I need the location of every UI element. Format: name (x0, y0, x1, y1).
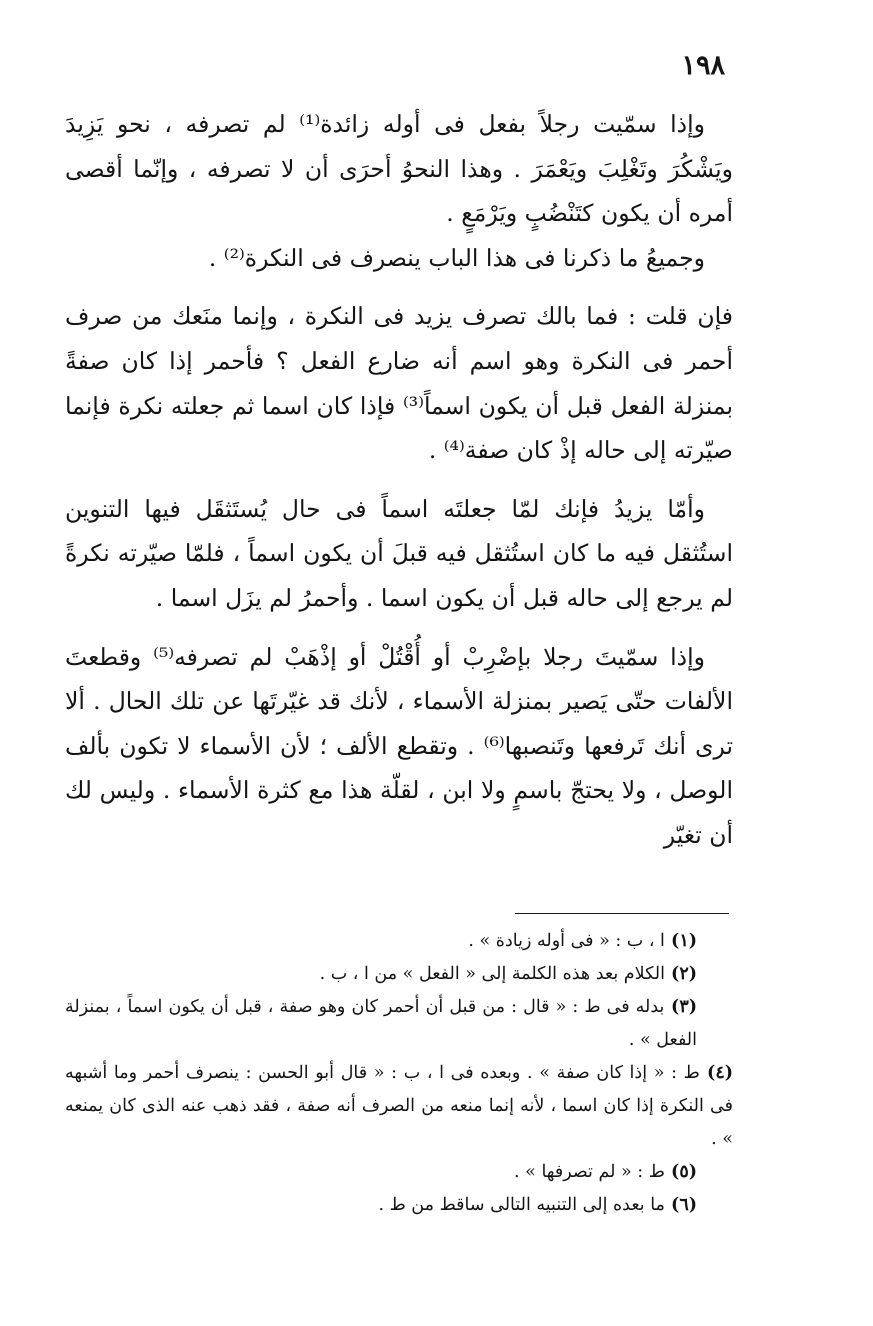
page-number: ١٩٨ (681, 50, 725, 81)
footnote-4 (65, 1057, 733, 1156)
paragraph-5: وإذا سمّيتَ رجلا بإضْرِبْ أو أُقْتُلْ أو إذْهَبْ لم تصرفه⁽⁵⁾ وقطعتَ الألفات حتّى يَصير بمنزلة الأسماء ، لأنك قد غيّرتَها عن تلك الحال . ألا ترى أنك تَرفعها وتَنصبها⁽⁶⁾ . وتقطع الألف ؛ لأن الأسماء لا تكون بألف الوصل ، ولا يحتجّ باسمٍ ولا ابن ، لقلّة هذا مع كثرة الأسماء . وليس لك أن تغيّر (65, 642, 733, 849)
main-text (65, 102, 733, 858)
footnote-number: (٢) (671, 964, 697, 984)
paragraph-3: فإن قلت : فما بالك تصرف يزيد فى النكرة ، وإنما منَعك من صرف أحمر فى النكرة وهو اسم أنه ضارع الفعل ؟ فأحمر إذا كان صفةً بمنزلة الفعل قبل أن يكون اسماً⁽³⁾ فإذا كان اسما ثم جعلته نكرة فإنما صيّرته إلى حاله إذْ كان صفة⁽⁴⁾ . (65, 302, 733, 465)
footnote-6 (65, 1189, 733, 1222)
footnote-number: (١) (671, 931, 697, 951)
footnote-divider (515, 913, 729, 914)
footnote-number: (٣) (671, 997, 697, 1017)
footnote-text: الكلام بعد هذه الكلمة إلى « الفعل » من ا ، ب . (319, 964, 665, 984)
footnote-text: ا ، ب : « فى أوله زيادة » . (468, 931, 665, 951)
paragraph-1: وإذا سمّيت رجلاً بفعل فى أوله زائدة⁽¹⁾ لم تصرفه ، نحو يَزِيدَ ويَشْكُرَ وتَغْلِبَ ويَعْمَرَ . وهذا النحوُ أحرَى أن لا تصرفه ، وإنّما أقصى أمره أن يكون كتَنْضُبٍ ويَرْمَعٍ . (65, 110, 733, 228)
footnote-3 (65, 991, 733, 1057)
footnote-text: ما بعده إلى التنبيه التالى ساقط من ط . (378, 1195, 665, 1215)
footnote-2 (65, 958, 733, 991)
footnote-5 (65, 1156, 733, 1189)
footnote-text: بدله فى ط : « قال : من قبل أن أحمر كان وهو صفة ، قبل أن يكون اسماً ، بمنزلة الفعل » . (65, 997, 697, 1050)
footnote-number: (٤) (707, 1063, 734, 1083)
paragraph-2: وجميعُ ما ذكرنا فى هذا الباب ينصرف فى النكرة⁽²⁾ . (208, 243, 705, 272)
paragraph-4: وأمّا يزيدُ فإنك لمّا جعلتَه اسماً فى حال يُستَثقَل فيها التنوين استُثقل فيه ما كان استُثقل فيه قبلَ أن يكون اسماً ، فلمّا صيّرته نكرةً لم يرجع إلى حاله قبل أن يكون اسما . وأحمرُ لم يزَل اسما . (65, 494, 733, 612)
footnotes (65, 925, 733, 1222)
footnote-number: (٥) (671, 1162, 697, 1182)
footnote-1 (65, 925, 733, 958)
footnote-text: ط : « إذا كان صفة » . وبعده فى ا ، ب : « قال أبو الحسن : ينصرف أحمر وما أشبهه فى النكرة إذا كان اسما ، لأنه إنما منعه من الصرف أنه صفة ، فقد ذهب عنه الذى كان يمنعه » . (65, 1063, 733, 1149)
footnote-number: (٦) (671, 1195, 697, 1215)
footnote-text: ط : « لم تصرفها » . (514, 1162, 665, 1182)
